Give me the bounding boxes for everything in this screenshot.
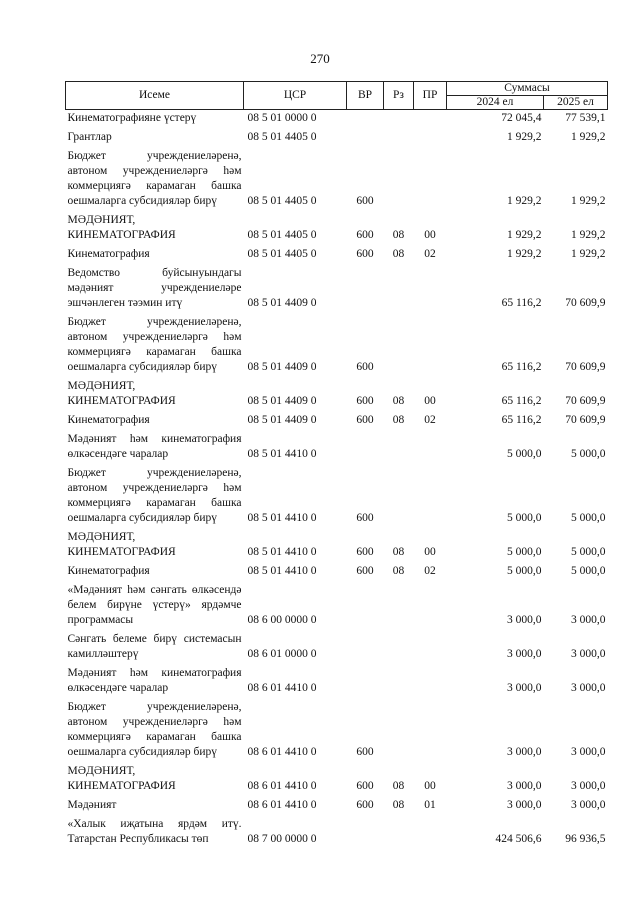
row-name: Кинематографияне үстерү [67, 112, 197, 124]
row-rz [384, 146, 414, 210]
row-pr [414, 110, 447, 128]
row-name: Бюджет учреждениеләренә, автоном учреждениеләргә һәм коммерциягә карамаган башка оешмаларга субсидияләр бирү [67, 150, 242, 207]
row-vr: 600 [356, 565, 374, 577]
row-vr: 600 [356, 248, 374, 260]
row-sum-2024: 5 000,0 [507, 448, 542, 460]
row-name: Грантлар [67, 131, 112, 143]
row-vr [347, 429, 384, 463]
row-pr: 00 [424, 229, 436, 241]
row-vr [347, 580, 384, 629]
row-vr [347, 110, 384, 128]
header-vr: ВР [347, 82, 384, 110]
row-rz [384, 663, 414, 697]
row-rz: 08 [392, 799, 405, 811]
row-sum-2025: 70 609,9 [565, 361, 606, 373]
table-row [66, 629, 608, 663]
table-row [66, 761, 608, 795]
row-pr [414, 146, 447, 210]
row-csr: 08 5 01 0000 0 [247, 112, 317, 124]
row-sum-2025: 70 609,9 [565, 297, 606, 309]
row-pr: 00 [424, 546, 436, 558]
row-vr: 600 [356, 780, 374, 792]
row-rz [384, 814, 414, 848]
row-sum-2025: 3 000,0 [571, 746, 606, 758]
row-csr: 08 5 01 4405 0 [247, 229, 317, 241]
row-sum-2025: 5 000,0 [571, 448, 606, 460]
row-sum-2024: 3 000,0 [507, 682, 542, 694]
table-row [66, 795, 608, 814]
table-row [66, 697, 608, 761]
table-row [66, 429, 608, 463]
row-rz [384, 629, 414, 663]
row-rz: 08 [392, 248, 405, 260]
row-csr: 08 5 01 4405 0 [247, 248, 317, 260]
table-row [66, 410, 608, 429]
table-row [66, 580, 608, 629]
row-vr: 600 [356, 414, 374, 426]
row-csr: 08 6 01 4410 0 [247, 682, 317, 694]
row-rz [384, 312, 414, 376]
row-pr [414, 814, 447, 848]
row-sum-2025: 5 000,0 [571, 512, 606, 524]
row-pr: 00 [424, 395, 436, 407]
row-name: МӘДӘНИЯТ, КИНЕМАТОГРАФИЯ [67, 380, 176, 407]
row-sum-2024: 65 116,2 [501, 297, 542, 309]
row-csr: 08 5 01 4409 0 [247, 297, 317, 309]
table-header [66, 82, 608, 110]
row-vr: 600 [356, 546, 374, 558]
row-csr: 08 5 01 4410 0 [247, 565, 317, 577]
row-sum-2025: 5 000,0 [571, 565, 606, 577]
row-sum-2024: 1 929,2 [507, 229, 542, 241]
table-row [66, 561, 608, 580]
row-name: МӘДӘНИЯТ, КИНЕМАТОГРАФИЯ [67, 214, 176, 241]
row-name: Сәнгать белеме бирү системасын камилләштерү [67, 633, 242, 660]
row-rz: 08 [392, 229, 405, 241]
row-csr: 08 5 01 4405 0 [247, 131, 317, 143]
table-row [66, 146, 608, 210]
row-vr: 600 [356, 799, 374, 811]
header-year-2025: 2025 ел [544, 96, 608, 110]
header-sums: Суммасы [447, 82, 608, 96]
row-name: «Халык иҗатына ярдәм итү. Татарстан Республикасы төп [67, 818, 242, 845]
row-sum-2024: 3 000,0 [507, 780, 542, 792]
row-csr: 08 5 01 4405 0 [247, 195, 317, 207]
header-year-2024: 2024 ел [447, 96, 544, 110]
row-sum-2024: 5 000,0 [507, 565, 542, 577]
header-rz: Рз [384, 82, 414, 110]
row-name: Кинематография [67, 565, 150, 577]
row-sum-2024: 424 506,6 [495, 833, 542, 845]
row-name: МӘДӘНИЯТ, КИНЕМАТОГРАФИЯ [67, 531, 176, 558]
row-sum-2025: 77 539,1 [565, 112, 606, 124]
row-name: Бюджет учреждениеләренә, автоном учреждениеләргә һәм коммерциягә карамаган башка оешмаларга субсидияләр бирү [67, 316, 242, 373]
row-pr [414, 312, 447, 376]
row-sum-2025: 3 000,0 [571, 682, 606, 694]
row-vr: 600 [356, 395, 374, 407]
row-vr: 600 [356, 512, 374, 524]
row-pr [414, 263, 447, 312]
row-name: Бюджет учреждениеләренә, автоном учреждениеләргә һәм коммерциягә карамаган башка оешмаларга субсидияләр бирү [67, 701, 242, 758]
row-pr [414, 697, 447, 761]
row-name: «Мәдәният һәм сәнгать өлкәсендә белем бирүне үстерү» ярдәмче программасы [67, 584, 242, 626]
row-sum-2025: 3 000,0 [571, 614, 606, 626]
row-rz [384, 697, 414, 761]
row-pr: 02 [424, 414, 436, 426]
row-vr [347, 127, 384, 146]
row-vr: 600 [356, 746, 374, 758]
table-row [66, 376, 608, 410]
row-pr [414, 629, 447, 663]
row-csr: 08 6 00 0000 0 [247, 614, 317, 626]
row-sum-2024: 3 000,0 [507, 614, 542, 626]
table-row [66, 127, 608, 146]
row-rz [384, 429, 414, 463]
row-csr: 08 7 00 0000 0 [247, 833, 317, 845]
budget-table [65, 81, 608, 848]
row-csr: 08 5 01 4410 0 [247, 512, 317, 524]
row-rz: 08 [392, 395, 405, 407]
row-sum-2024: 3 000,0 [507, 799, 542, 811]
row-sum-2025: 70 609,9 [565, 395, 606, 407]
row-vr [347, 663, 384, 697]
header-name: Исеме [66, 82, 244, 110]
table-row [66, 527, 608, 561]
row-sum-2024: 5 000,0 [507, 546, 542, 558]
row-sum-2025: 1 929,2 [571, 229, 606, 241]
row-sum-2025: 3 000,0 [571, 648, 606, 660]
row-vr [347, 263, 384, 312]
row-sum-2025: 96 936,5 [565, 833, 606, 845]
table-row [66, 244, 608, 263]
row-sum-2024: 72 045,4 [501, 112, 542, 124]
table-row [66, 210, 608, 244]
row-sum-2024: 1 929,2 [507, 248, 542, 260]
row-pr: 02 [424, 248, 436, 260]
table-row [66, 263, 608, 312]
table-row [66, 663, 608, 697]
row-sum-2024: 65 116,2 [501, 361, 542, 373]
row-sum-2024: 3 000,0 [507, 746, 542, 758]
row-vr [347, 629, 384, 663]
table-body [66, 110, 608, 849]
row-sum-2024: 65 116,2 [501, 395, 542, 407]
row-pr [414, 127, 447, 146]
table-row [66, 110, 608, 128]
row-name: МӘДӘНИЯТ, КИНЕМАТОГРАФИЯ [67, 765, 176, 792]
row-pr [414, 580, 447, 629]
row-sum-2025: 3 000,0 [571, 799, 606, 811]
row-pr [414, 463, 447, 527]
row-name: Ведомство буйсынуындагы мәдәният учреждениеләре эшчәнлеген тәэмин итү [67, 267, 242, 309]
row-sum-2025: 1 929,2 [571, 131, 606, 143]
row-csr: 08 6 01 0000 0 [247, 648, 317, 660]
table-row [66, 463, 608, 527]
row-vr: 600 [356, 229, 374, 241]
row-csr: 08 5 01 4410 0 [247, 546, 317, 558]
row-sum-2025: 70 609,9 [565, 414, 606, 426]
table-row [66, 814, 608, 848]
row-csr: 08 6 01 4410 0 [247, 780, 317, 792]
row-pr: 01 [424, 799, 436, 811]
row-rz [384, 463, 414, 527]
row-pr [414, 663, 447, 697]
row-sum-2024: 1 929,2 [507, 195, 542, 207]
row-rz [384, 110, 414, 128]
row-name: Кинематография [67, 414, 150, 426]
row-sum-2025: 3 000,0 [571, 780, 606, 792]
row-vr: 600 [356, 195, 374, 207]
row-sum-2024: 5 000,0 [507, 512, 542, 524]
row-name: Мәдәният һәм кинематография өлкәсендәге чаралар [67, 433, 242, 460]
row-csr: 08 5 01 4409 0 [247, 361, 317, 373]
row-rz: 08 [392, 546, 405, 558]
row-name: Кинематография [67, 248, 150, 260]
page-number: 270 [310, 51, 330, 66]
row-sum-2025: 1 929,2 [571, 195, 606, 207]
row-pr: 00 [424, 780, 436, 792]
row-sum-2025: 1 929,2 [571, 248, 606, 260]
row-pr: 02 [424, 565, 436, 577]
row-pr [414, 429, 447, 463]
header-pr: ПР [414, 82, 447, 110]
row-name: Бюджет учреждениеләренә, автоном учреждениеләргә һәм коммерциягә карамаган башка оешмаларга субсидияләр бирү [67, 467, 242, 524]
row-rz: 08 [392, 780, 405, 792]
row-csr: 08 5 01 4410 0 [247, 448, 317, 460]
row-rz [384, 263, 414, 312]
row-csr: 08 5 01 4409 0 [247, 395, 317, 407]
row-csr: 08 5 01 4409 0 [247, 414, 317, 426]
row-csr: 08 6 01 4410 0 [247, 746, 317, 758]
header-csr: ЦСР [244, 82, 347, 110]
row-name: Мәдәният һәм кинематография өлкәсендәге чаралар [67, 667, 242, 694]
row-sum-2024: 65 116,2 [501, 414, 542, 426]
row-rz: 08 [392, 565, 405, 577]
row-sum-2025: 5 000,0 [571, 546, 606, 558]
row-vr: 600 [356, 361, 374, 373]
row-rz [384, 127, 414, 146]
row-vr [347, 814, 384, 848]
table-row [66, 312, 608, 376]
row-rz [384, 580, 414, 629]
row-rz: 08 [392, 414, 405, 426]
row-csr: 08 6 01 4410 0 [247, 799, 317, 811]
row-sum-2024: 1 929,2 [507, 131, 542, 143]
row-sum-2024: 3 000,0 [507, 648, 542, 660]
row-name: Мәдәният [67, 799, 117, 811]
